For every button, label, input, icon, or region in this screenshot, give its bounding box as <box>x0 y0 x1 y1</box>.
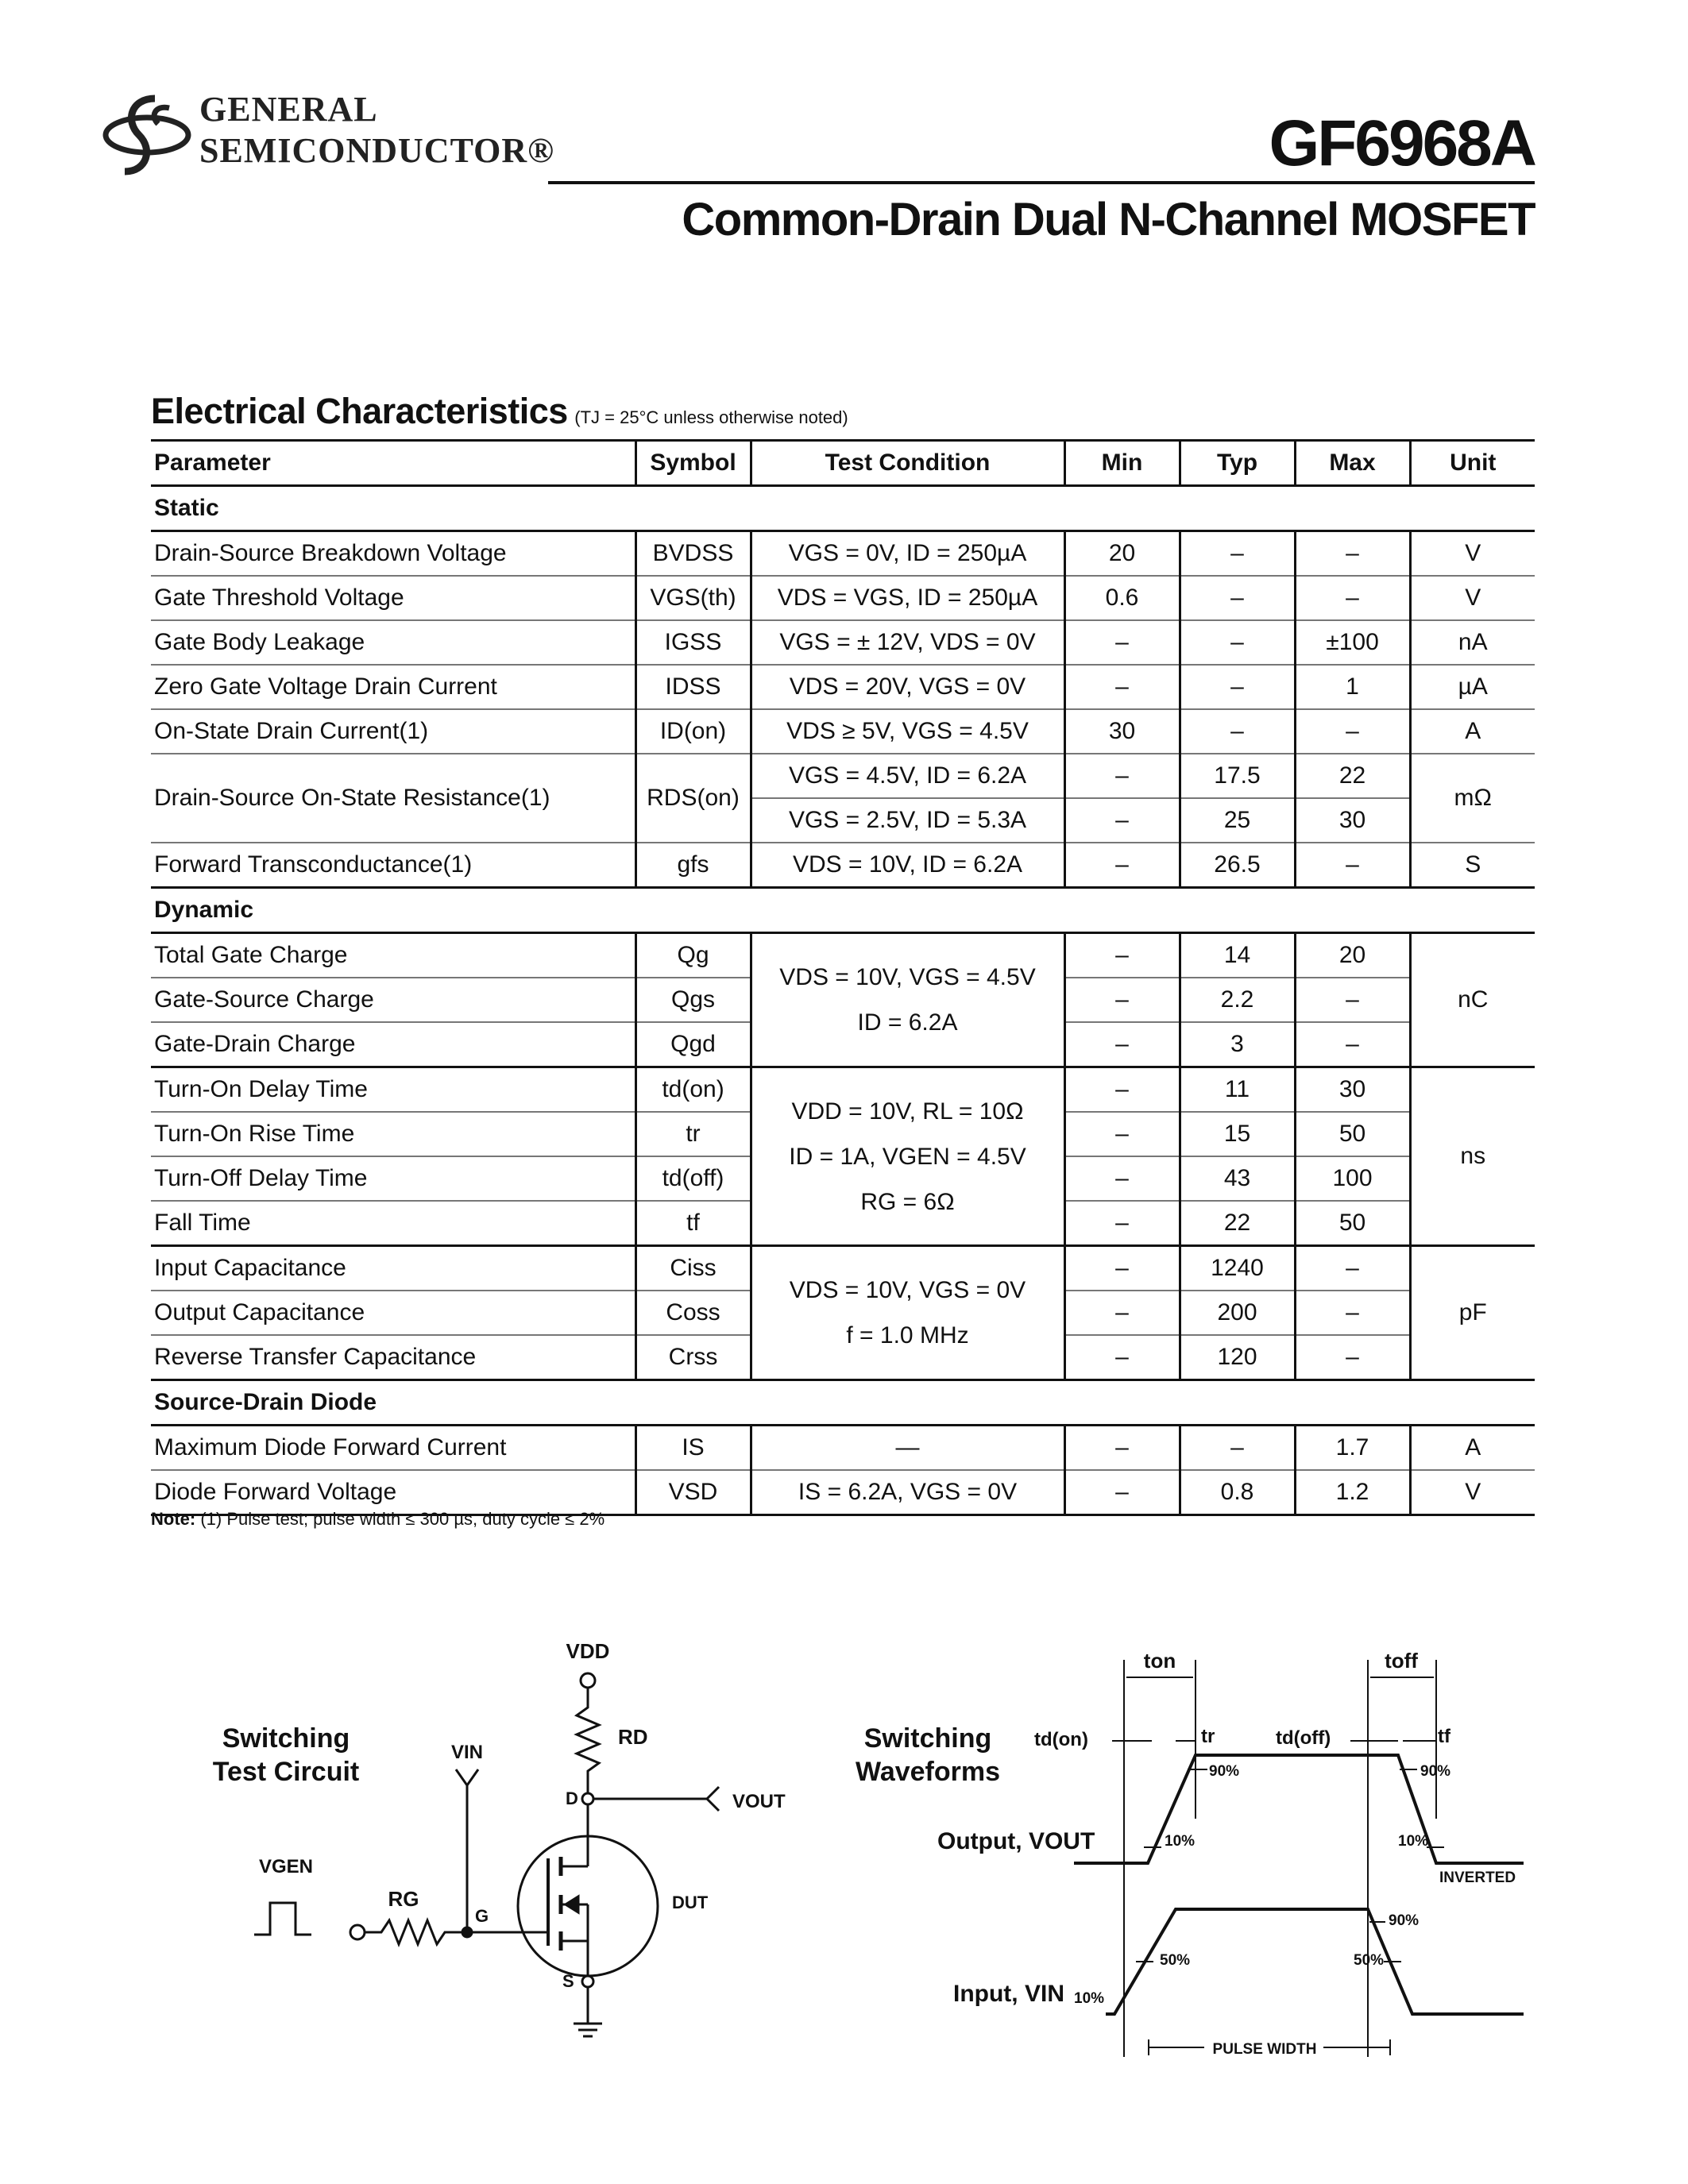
switching-waveforms <box>856 1649 1524 2058</box>
label-rg: RG <box>388 1887 419 1911</box>
section-title-text: Electrical Characteristics <box>151 391 568 431</box>
label-d: D <box>566 1788 578 1808</box>
cell-symbol: Ciss <box>635 1246 751 1291</box>
label-vin: VIN <box>450 1742 484 1763</box>
cell-typ: 25 <box>1180 798 1295 843</box>
label-s: S <box>562 1971 574 1991</box>
waveforms-title-line1: Switching <box>863 1723 992 1754</box>
cell-parameter: Drain-Source Breakdown Voltage <box>151 531 635 577</box>
cell-min: – <box>1064 1426 1180 1471</box>
cell-typ: – <box>1180 709 1295 754</box>
cell-max: 50 <box>1295 1201 1410 1246</box>
cell-typ: – <box>1180 531 1295 577</box>
cell-symbol: VSD <box>635 1470 751 1515</box>
cell-min: – <box>1064 1335 1180 1380</box>
cell-max: ±100 <box>1295 620 1410 665</box>
column-header-test-condition: Test Condition <box>751 441 1064 486</box>
condition-line: f = 1.0 MHz <box>846 1322 969 1349</box>
cell-typ: 0.8 <box>1180 1470 1295 1515</box>
label-tr: tr <box>1201 1726 1215 1747</box>
cell-symbol: IS <box>635 1426 751 1471</box>
cell-symbol: Qgs <box>635 978 751 1022</box>
cell-min: – <box>1064 1291 1180 1335</box>
document-subtitle: Common-Drain Dual N-Channel MOSFET <box>682 194 1535 245</box>
cell-typ: – <box>1180 576 1295 620</box>
vdd-terminal <box>581 1673 595 1688</box>
switching-test-circuit <box>213 1639 786 2036</box>
label-vgen: VGEN <box>258 1856 314 1877</box>
cell-min: – <box>1064 1156 1180 1201</box>
cell-min: – <box>1064 1246 1180 1291</box>
cell-typ: 200 <box>1180 1291 1295 1335</box>
label-10-input: 10% <box>1074 1990 1105 2007</box>
label-vdd: VDD <box>566 1639 610 1663</box>
cell-min: 20 <box>1064 531 1180 577</box>
cell-typ: 1240 <box>1180 1246 1295 1291</box>
label-tdon: td(on) <box>1034 1729 1088 1750</box>
cell-condition: VGS = ± 12V, VDS = 0V <box>751 620 1064 665</box>
cell-typ: 11 <box>1180 1067 1295 1113</box>
label-pulse-width: PULSE WIDTH <box>1212 2041 1317 2058</box>
cell-max: 1 <box>1295 665 1410 709</box>
label-dut: DUT <box>672 1893 709 1912</box>
cell-typ: 3 <box>1180 1022 1295 1067</box>
cell-unit: mΩ <box>1410 754 1535 843</box>
cell-max: – <box>1295 531 1410 577</box>
label-10-rise: 10% <box>1165 1833 1196 1850</box>
output-waveform <box>1074 1755 1524 1863</box>
cell-symbol: tr <box>635 1112 751 1156</box>
cell-min: – <box>1064 933 1180 978</box>
cell-condition: VDS = 10V, ID = 6.2A <box>751 843 1064 888</box>
cell-typ: 2.2 <box>1180 978 1295 1022</box>
cell-condition: — <box>751 1426 1064 1471</box>
cell-typ: 43 <box>1180 1156 1295 1201</box>
condition-line: VDS = 10V, VGS = 0V <box>789 1277 1026 1303</box>
cell-parameter: Total Gate Charge <box>151 933 635 978</box>
cell-symbol: VGS(th) <box>635 576 751 620</box>
cell-max: – <box>1295 1335 1410 1380</box>
cell-parameter: Drain-Source On-State Resistance(1) <box>151 754 635 843</box>
label-vout: VOUT <box>732 1791 786 1812</box>
cell-max: – <box>1295 1291 1410 1335</box>
condition-line: VDD = 10V, RL = 10Ω <box>791 1098 1024 1125</box>
cell-parameter: Gate Body Leakage <box>151 620 635 665</box>
column-header-symbol: Symbol <box>635 441 751 486</box>
label-50-rise: 50% <box>1160 1952 1191 1969</box>
cell-typ: 26.5 <box>1180 843 1295 888</box>
cell-condition: VGS = 2.5V, ID = 5.3A <box>751 798 1064 843</box>
circuit-title-line1: Switching <box>222 1723 350 1754</box>
cell-parameter: Reverse Transfer Capacitance <box>151 1335 635 1380</box>
cell-max: 100 <box>1295 1156 1410 1201</box>
label-90-input: 90% <box>1389 1912 1420 1929</box>
label-rd: RD <box>618 1725 648 1749</box>
cell-min: – <box>1064 1067 1180 1113</box>
label-input: Input, VIN <box>953 1981 1064 2007</box>
condition-line: VDS = 10V, VGS = 4.5V <box>779 964 1036 990</box>
label-output: Output, VOUT <box>937 1828 1095 1854</box>
cell-symbol: Qgd <box>635 1022 751 1067</box>
label-90-rise: 90% <box>1209 1763 1240 1780</box>
cell-unit: V <box>1410 531 1535 577</box>
cell-parameter: Forward Transconductance(1) <box>151 843 635 888</box>
cell-symbol: ID(on) <box>635 709 751 754</box>
cell-symbol: Crss <box>635 1335 751 1380</box>
cell-symbol: td(on) <box>635 1067 751 1113</box>
cell-symbol: BVDSS <box>635 531 751 577</box>
cell-max: 20 <box>1295 933 1410 978</box>
cell-max: – <box>1295 709 1410 754</box>
cell-typ: 120 <box>1180 1335 1295 1380</box>
group-label-dynamic: Dynamic <box>151 888 1535 933</box>
rg-resistor-icon <box>365 1920 462 1944</box>
drain-node <box>582 1793 593 1804</box>
cell-symbol: Qg <box>635 933 751 978</box>
cell-symbol: RDS(on) <box>635 754 751 843</box>
cell-parameter: Gate-Source Charge <box>151 978 635 1022</box>
cell-symbol: Coss <box>635 1291 751 1335</box>
label-tdoff: td(off) <box>1276 1727 1331 1749</box>
cell-max: – <box>1295 843 1410 888</box>
cell-parameter: Gate Threshold Voltage <box>151 576 635 620</box>
cell-unit: µA <box>1410 665 1535 709</box>
cell-symbol: td(off) <box>635 1156 751 1201</box>
cell-min: – <box>1064 1470 1180 1515</box>
cell-parameter: Fall Time <box>151 1201 635 1246</box>
group-label-source-drain: Source-Drain Diode <box>151 1380 1535 1426</box>
cell-typ: – <box>1180 1426 1295 1471</box>
cell-min: 30 <box>1064 709 1180 754</box>
column-header-min: Min <box>1064 441 1180 486</box>
cell-condition: VGS = 0V, ID = 250µA <box>751 531 1064 577</box>
section-conditions: (TJ = 25°C unless otherwise noted) <box>574 407 848 427</box>
circuit-title-line2: Test Circuit <box>212 1757 360 1787</box>
cell-condition: IS = 6.2A, VGS = 0V <box>751 1470 1064 1515</box>
cell-unit: A <box>1410 709 1535 754</box>
cell-max: 1.7 <box>1295 1426 1410 1471</box>
cell-unit: nA <box>1410 620 1535 665</box>
company-name-line2: SEMICONDUCTOR® <box>199 131 554 170</box>
cell-parameter: Input Capacitance <box>151 1246 635 1291</box>
label-toff: toff <box>1385 1649 1418 1673</box>
cell-parameter: Gate-Drain Charge <box>151 1022 635 1067</box>
label-g: G <box>475 1906 489 1926</box>
cell-parameter: Turn-On Delay Time <box>151 1067 635 1113</box>
cell-condition: VGS = 4.5V, ID = 6.2A <box>751 754 1064 798</box>
vin-arrow-icon <box>456 1769 478 1785</box>
vgen-terminal <box>350 1925 365 1939</box>
cell-typ: 22 <box>1180 1201 1295 1246</box>
cell-min: – <box>1064 754 1180 798</box>
cell-min: – <box>1064 665 1180 709</box>
label-50-fall: 50% <box>1354 1952 1385 1969</box>
cell-max: 30 <box>1295 1067 1410 1113</box>
source-node <box>582 1976 593 1987</box>
cell-unit: V <box>1410 576 1535 620</box>
cell-min: – <box>1064 620 1180 665</box>
label-tf: tf <box>1438 1726 1450 1747</box>
column-header-max: Max <box>1295 441 1410 486</box>
cell-typ: – <box>1180 665 1295 709</box>
cell-typ: 14 <box>1180 933 1295 978</box>
group-label-static: Static <box>151 486 1535 531</box>
cell-unit: pF <box>1410 1246 1535 1380</box>
condition-line: RG = 6Ω <box>860 1188 955 1215</box>
vout-arrow-icon <box>707 1787 719 1811</box>
label-ton: ton <box>1143 1649 1176 1673</box>
cell-max: 50 <box>1295 1112 1410 1156</box>
cell-unit: S <box>1410 843 1535 888</box>
cell-symbol: IDSS <box>635 665 751 709</box>
cell-typ: 17.5 <box>1180 754 1295 798</box>
cell-min: – <box>1064 843 1180 888</box>
cell-condition: VDS = 20V, VGS = 0V <box>751 665 1064 709</box>
cell-min: – <box>1064 1201 1180 1246</box>
cell-condition: VDS = VGS, ID = 250µA <box>751 576 1064 620</box>
cell-unit: A <box>1410 1426 1535 1471</box>
cell-condition: VDS ≥ 5V, VGS = 4.5V <box>751 709 1064 754</box>
note-label: Note: <box>151 1509 196 1529</box>
column-header-typ: Typ <box>1180 441 1295 486</box>
waveforms-title-line2: Waveforms <box>855 1757 1001 1787</box>
cell-min: – <box>1064 978 1180 1022</box>
label-inverted: INVERTED <box>1439 1870 1516 1886</box>
cell-typ: 15 <box>1180 1112 1295 1156</box>
cell-min: 0.6 <box>1064 576 1180 620</box>
cell-parameter: Diode Forward Voltage <box>151 1470 635 1515</box>
condition-line: ID = 1A, VGEN = 4.5V <box>789 1143 1026 1170</box>
cell-max: – <box>1295 978 1410 1022</box>
cell-max: – <box>1295 576 1410 620</box>
column-header-parameter: Parameter <box>151 441 635 486</box>
cell-unit: nC <box>1410 933 1535 1067</box>
cell-max: 30 <box>1295 798 1410 843</box>
cell-symbol: gfs <box>635 843 751 888</box>
cell-unit: ns <box>1410 1067 1535 1246</box>
rd-resistor-icon <box>577 1688 599 1793</box>
cell-parameter: Zero Gate Voltage Drain Current <box>151 665 635 709</box>
condition-line: ID = 6.2A <box>857 1009 958 1036</box>
cell-unit: V <box>1410 1470 1535 1515</box>
note-text: (1) Pulse test; pulse width ≤ 300 µs, duty cycle ≤ 2% <box>200 1509 605 1529</box>
cell-min: – <box>1064 1112 1180 1156</box>
company-name-line1: GENERAL <box>199 90 378 129</box>
cell-typ: – <box>1180 620 1295 665</box>
label-10-fall: 10% <box>1398 1833 1429 1850</box>
pulse-source-icon <box>254 1903 311 1935</box>
cell-parameter: On-State Drain Current(1) <box>151 709 635 754</box>
cell-parameter: Output Capacitance <box>151 1291 635 1335</box>
cell-symbol: tf <box>635 1201 751 1246</box>
label-90-fall: 90% <box>1420 1763 1451 1780</box>
cell-parameter: Turn-Off Delay Time <box>151 1156 635 1201</box>
cell-max: 1.2 <box>1295 1470 1410 1515</box>
column-header-unit: Unit <box>1410 441 1535 486</box>
cell-max: – <box>1295 1246 1410 1291</box>
cell-parameter: Maximum Diode Forward Current <box>151 1426 635 1471</box>
part-number: GF6968A <box>1269 107 1535 179</box>
body-arrow-icon <box>566 1897 578 1912</box>
cell-parameter: Turn-On Rise Time <box>151 1112 635 1156</box>
cell-max: – <box>1295 1022 1410 1067</box>
cell-min: – <box>1064 798 1180 843</box>
cell-symbol: IGSS <box>635 620 751 665</box>
cell-max: 22 <box>1295 754 1410 798</box>
cell-min: – <box>1064 1022 1180 1067</box>
